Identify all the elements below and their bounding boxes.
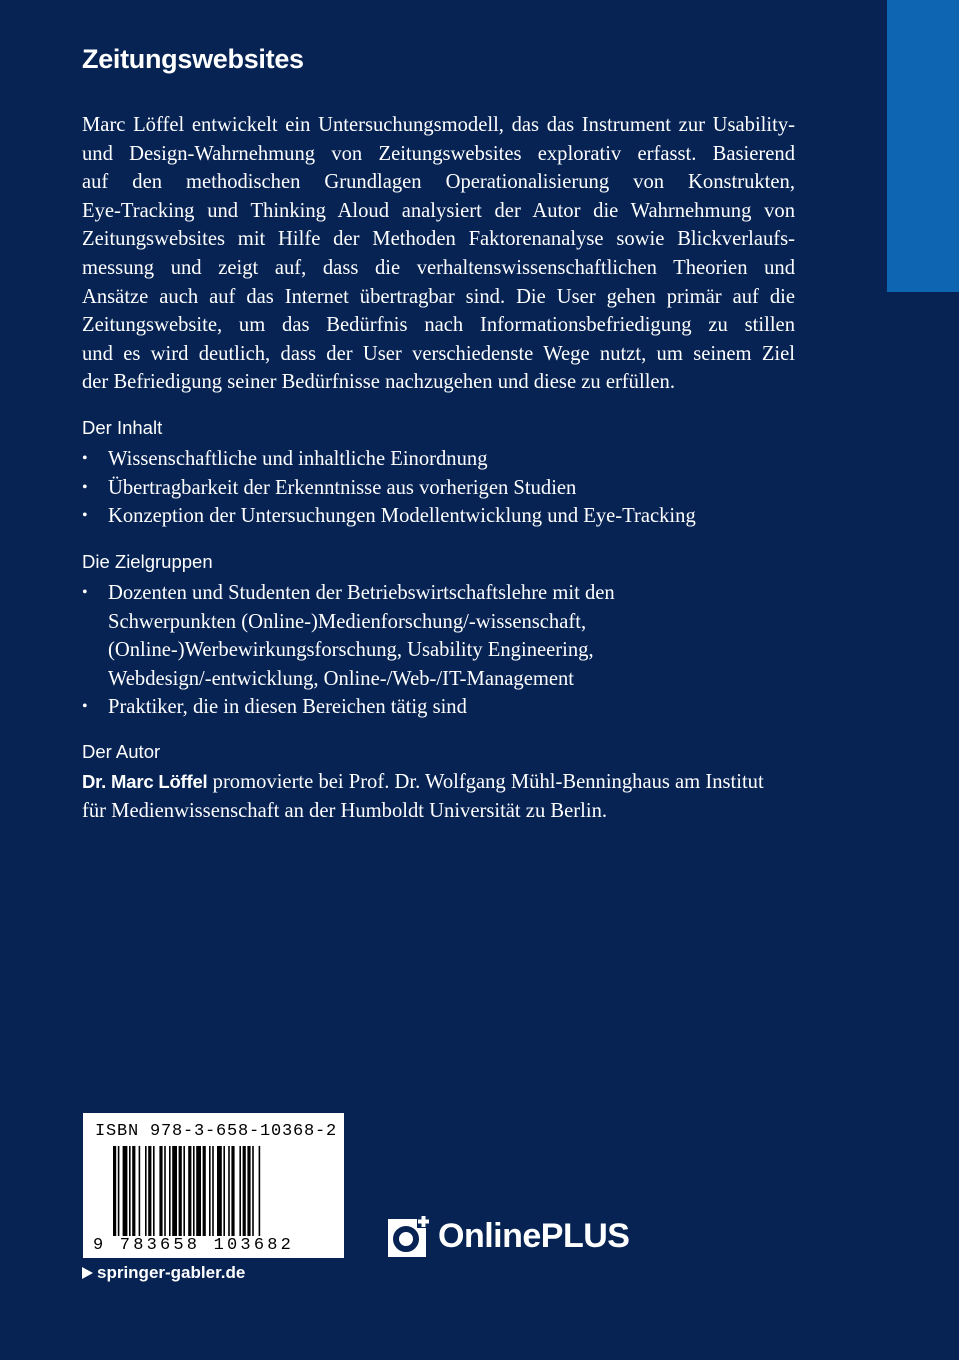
bullet: • xyxy=(82,507,88,525)
isbn-number: ISBN 978-3-658-10368-2 xyxy=(95,1122,338,1141)
description-line: Zeitungswebsite, um das Bedürfnis nach Informationsbefriedigung zu stillen xyxy=(82,314,795,337)
bullet: • xyxy=(82,698,88,716)
description-line: und Design-Wahrnehmung von Zeitungswebsites explorativ erfasst. Basierend xyxy=(82,142,795,165)
onlineplus-logo-icon xyxy=(388,1215,430,1257)
description-line: Ansätze auch auf das Internet übertragbar sind. Die User gehen primär auf die xyxy=(82,285,795,308)
onlineplus-wordmark: OnlinePLUS xyxy=(438,1216,630,1255)
list-item: • Praktiker, die in diesen Bereichen tätig sind xyxy=(82,693,797,722)
bullet: • xyxy=(82,478,88,496)
book-title: Zeitungswebsites xyxy=(82,44,304,74)
description-line: Zeitungswebsites mit Hilfe der Methoden Faktorenanalyse sowie Blickverlaufs- xyxy=(82,228,795,251)
bullet: • xyxy=(82,450,88,467)
onlineplus-logo xyxy=(388,1215,629,1257)
audience-heading: Die Zielgruppen xyxy=(82,551,213,572)
description-line: auf den methodischen Grundlagen Operationalisierung von Konstrukten, xyxy=(82,171,795,194)
description-line: der Befriedigung seiner Bedürfnisse nachzugehen und diese zu erfüllen. xyxy=(82,371,675,394)
description-line: messung und zeigt auf, dass die verhaltenswissenschaftlichen Theorien und xyxy=(82,256,795,279)
list-item: • Dozenten und Studenten der Betriebswirtschaftslehre mit den Schwerpunkten (Online-)Medienforschung/-wissenschaft, (Online-)Werbewirkungsforschung, Usability Engineering, Webdesign/-entwicklung, Online-/Web-/IT-Management xyxy=(82,579,797,693)
description-line: Eye-Tracking und Thinking Aloud analysiert der Autor die Wahrnehmung von xyxy=(82,199,795,222)
description-line: Marc Löffel entwickelt ein Untersuchungsmodell, das das Instrument zur Usability- xyxy=(82,114,795,136)
isbn-barcode xyxy=(83,1113,344,1258)
description-line: und es wird deutlich, dass der User verschiedenste Wege nutzt, um seinem Ziel xyxy=(82,342,795,365)
barcode-bars xyxy=(113,1146,331,1236)
contents-heading: Der Inhalt xyxy=(82,417,163,438)
side-color-band xyxy=(887,0,959,292)
contents-list xyxy=(82,445,797,531)
website-label: springer-gabler.de xyxy=(97,1263,246,1282)
book-description xyxy=(82,111,795,397)
list-item: • Konzeption der Untersuchungen Modellentwicklung und Eye-Tracking xyxy=(82,502,797,531)
author-heading: Der Autor xyxy=(82,741,161,762)
ean-digits: 9 783658 103682 xyxy=(93,1236,295,1255)
author-bio: Dr. Marc Löffel promovierte bei Prof. Dr. Wolfgang Mühl-Benninghaus am Institut für Medienwissenschaft an der Humboldt Universität zu Berlin. xyxy=(82,771,764,822)
arrow-right-icon xyxy=(82,1267,93,1279)
author-name: Dr. Marc Löffel xyxy=(82,771,208,792)
list-item: • Übertragbarkeit der Erkenntnisse aus vorherigen Studien xyxy=(82,474,797,503)
bullet: • xyxy=(82,584,88,601)
publisher-website[interactable] xyxy=(82,1263,245,1283)
audience-list xyxy=(82,579,797,722)
list-item: • Wissenschaftliche und inhaltliche Einordnung xyxy=(82,445,797,474)
